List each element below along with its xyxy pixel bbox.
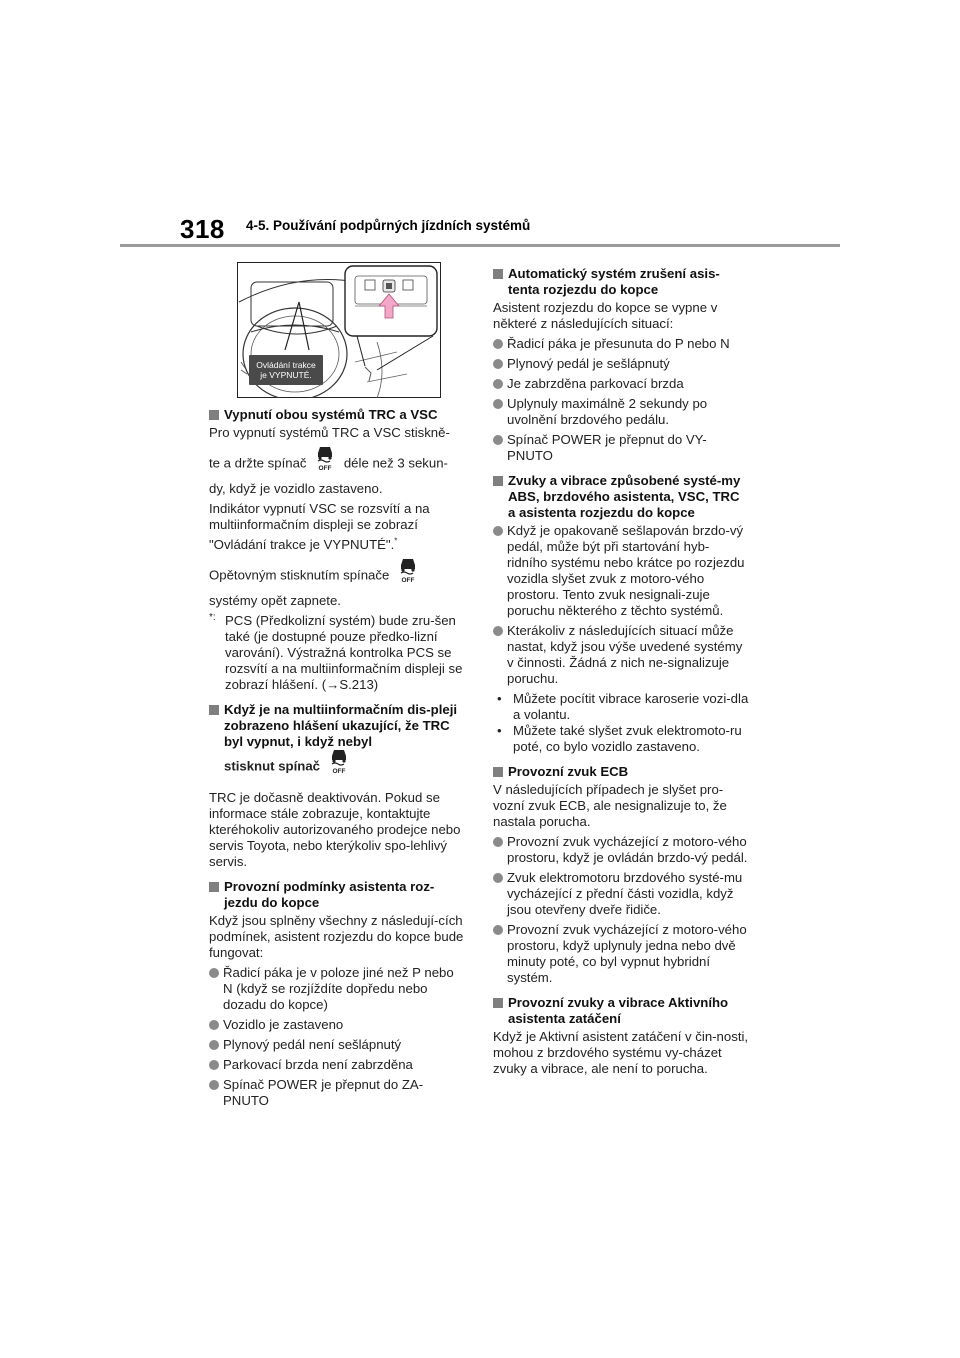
figure-caption xyxy=(249,355,323,385)
footnote xyxy=(209,613,465,693)
paragraph-press-switch xyxy=(209,425,465,441)
heading-active-cornering: Provozní zvuky a vibrace Aktivního asistenta zatáčení xyxy=(493,995,749,1027)
footnote-text: PCS (Předkolizní systém) bude zru-šen také (je dostupné pouze předko-lizní varování). Výstražná kontrolka PCS se rozsvítí a na multiinformačním displeji se zobrazí hlášení. (→S.213) xyxy=(225,613,463,692)
list-item: Uplynuly maximálně 2 sekundy po uvolnění brzdového pedálu. xyxy=(493,396,749,428)
paragraph-vsc-indicator: Indikátor vypnutí VSC se rozsvítí a na multiinformačním displeji se zobrazí xyxy=(209,501,430,532)
paragraph-ecb-sound: V následujících případech je slyšet pro-vozní zvuk ECB, ale nesignalizuje to, že nastala porucha. xyxy=(493,782,727,829)
page-number: 318 xyxy=(180,214,225,244)
svg-text:OFF: OFF xyxy=(401,577,415,583)
heading-hill-start-cancel: Automatický systém zrušení asis-tenta rozjezdu do kopce xyxy=(493,266,749,298)
paragraph-active-cornering: Když je Aktivní asistent zatáčení v čin-nosti, mohou z brzdového systému vy-cházet zvuky a vibrace, ale není to porucha. xyxy=(493,1029,749,1076)
list-item: Vozidlo je zastaveno xyxy=(209,1017,465,1033)
list-item: Řadicí páka je v poloze jiné než P nebo N (když se rozjíždíte dopředu nebo dozadu do kopce) xyxy=(209,965,465,1013)
text-line: stisknut spínač xyxy=(224,758,321,774)
dash-item: • Můžete také slyšet zvuk elektromoto-ru poté, co bylo vozidlo zastaveno. xyxy=(493,723,749,755)
dash-item: • Můžete pocítit vibrace karoserie vozi-dla a volantu. xyxy=(493,691,749,723)
list-item: Provozní zvuk vycházející z motoro-vého prostoru, když je ovládán brzdo-vý pedál. xyxy=(493,834,749,866)
heading-trc-message: Když je na multiinformačním dis-pleji zobrazeno hlášení ukazující, že TRC byl vypnut, i když nebyl xyxy=(209,702,465,750)
text-line: systémy opět zapnete. xyxy=(209,593,341,608)
header-rule xyxy=(120,244,840,247)
figure-caption-line2: je VYPNUTÉ. xyxy=(260,370,312,380)
list-item: Spínač POWER je přepnut do VY-PNUTO xyxy=(493,432,749,464)
list-item: Parkovací brzda není zabrzděna xyxy=(209,1057,465,1073)
paragraph-press-switch-line2 xyxy=(209,445,465,483)
text-line: Pro vypnutí systémů TRC a VSC stiskně- xyxy=(209,425,450,440)
trc-off-switch-icon xyxy=(397,557,419,595)
paragraph-hill-start-cancel: Asistent rozjezdu do kopce se vypne v některé z následujících situací: xyxy=(493,300,718,331)
list-item: Když je opakovaně sešlapován brzdo-vý pedál, může být při startování hyb-ridního systému nebo krátce po rozjezdu vozidla slyšet zvuk z motoro-vého prostoru. Tento zvuk nesignali-zuje poruchu některého z těchto systémů. xyxy=(493,523,749,619)
right-column xyxy=(493,266,749,1081)
heading-sounds-vibrations: Zvuky a vibrace způsobené systé-my ABS, brzdového asistenta, VSC, TRC a asistenta rozjezdu do kopce xyxy=(493,473,749,521)
heading-trc-vsc-off: Vypnutí obou systémů TRC a VSC xyxy=(209,407,465,423)
heading-hill-start-conditions: Provozní podmínky asistenta roz-jezdu do kopce xyxy=(209,879,465,911)
figure-caption-line1: Ovládání trakce xyxy=(256,360,316,370)
list-item: Zvuk elektromotoru brzdového systé-mu vycházející z přední části vozidla, když jsou otevřeny dveře řidiče. xyxy=(493,870,749,918)
paragraph-vsc-indicator-quote xyxy=(209,537,465,553)
text-line: te a držte spínač xyxy=(209,455,307,471)
footnote-ref: * xyxy=(394,536,398,546)
paragraph-re-press xyxy=(209,557,465,595)
list-item: Je zabrzděna parkovací brzda xyxy=(493,376,749,392)
paragraph-hill-start-conditions: Když jsou splněny všechny z následují-cích podmínek, asistent rozjezdu do kopce bude fungovat: xyxy=(209,913,464,960)
text-line: "Ovládání trakce je VYPNUTÉ". xyxy=(209,537,395,552)
heading-trc-message-line2 xyxy=(209,748,465,786)
svg-text:OFF: OFF xyxy=(332,768,346,774)
heading-ecb-sound: Provozní zvuk ECB xyxy=(493,764,749,780)
text-line: déle než 3 sekun- xyxy=(343,455,448,471)
list-item: Kterákoliv z následujících situací může nastat, když jsou výše uvedené systémy v činnosti. Žádná z nich ne-signalizuje poruchu. xyxy=(493,623,749,687)
list-item: Spínač POWER je přepnut do ZA-PNUTO xyxy=(209,1077,465,1109)
list-item: Provozní zvuk vycházející z motoro-vého prostoru, když uplynuly jedna nebo dvě minuty poté, co byl vypnut hybridní systém. xyxy=(493,922,749,986)
svg-text:OFF: OFF xyxy=(318,465,332,471)
footnote-mark: *: xyxy=(209,612,216,623)
section-title: 4-5. Používání podpůrných jízdních systémů xyxy=(246,218,531,233)
list-item: Řadicí páka je přesunuta do P nebo N xyxy=(493,336,749,352)
page-header xyxy=(0,0,960,250)
text-line: Opětovným stisknutím spínače xyxy=(209,567,390,583)
list-item: Plynový pedál je sešlápnutý xyxy=(493,356,749,372)
trc-off-switch-icon xyxy=(314,445,336,483)
text-line: dy, když je vozidlo zastaveno. xyxy=(209,481,383,496)
trc-off-switch-icon xyxy=(328,748,350,786)
dashboard-illustration xyxy=(237,262,441,398)
left-column xyxy=(209,262,465,1113)
paragraph-trc-deactivated: TRC je dočasně deaktivován. Pokud se informace stále zobrazuje, kontaktujte kteréhokoliv autorizovaného prodejce nebo servis Toyota, nebo kterýkoliv spo-lehlivý servis. xyxy=(209,790,461,869)
list-item: Plynový pedál není sešlápnutý xyxy=(209,1037,465,1053)
